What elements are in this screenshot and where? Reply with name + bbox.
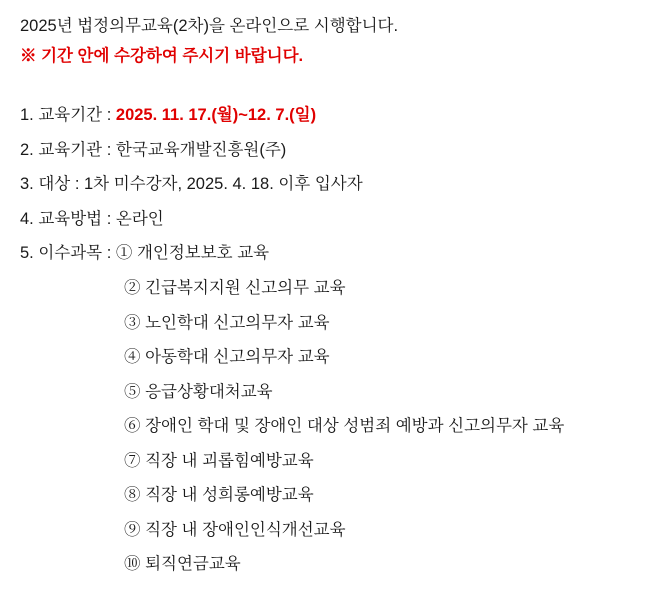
- course-list-item: ④ 아동학대 신고의무자 교육: [124, 348, 330, 367]
- detail-number: 4.: [20, 209, 34, 228]
- intro-text: 2025년 법정의무교육(2차)을 온라인으로 시행합니다.: [20, 17, 399, 35]
- detail-number: 5.: [20, 244, 34, 263]
- detail-number: 3.: [20, 175, 34, 194]
- detail-item-period: [20, 103, 654, 129]
- detail-label: 대상 :: [38, 175, 80, 194]
- detail-item-method: [20, 207, 654, 233]
- detail-value: 한국교육개발진흥원(주): [115, 140, 287, 159]
- detail-label: 교육방법 :: [38, 209, 112, 228]
- detail-item-courses: [20, 241, 654, 267]
- course-list-item: ⑩ 퇴직연금교육: [124, 555, 241, 574]
- detail-value: 온라인: [115, 209, 164, 228]
- course-list: [20, 276, 654, 578]
- course-list-item: ⑤ 응급상황대처교육: [124, 382, 273, 401]
- detail-item-institution: [20, 138, 654, 164]
- course-list-item: ⑦ 직장 내 괴롭힘예방교육: [124, 451, 314, 470]
- course-list-item: ② 긴급복지지원 신고의무 교육: [124, 278, 346, 297]
- detail-label: 교육기관 :: [38, 140, 112, 159]
- detail-label: 이수과목 :: [38, 244, 112, 263]
- detail-number: 2.: [20, 140, 34, 159]
- course-list-item: ⑧ 직장 내 성희롱예방교육: [124, 486, 314, 505]
- spacer: [20, 69, 654, 103]
- detail-number: 1.: [20, 106, 34, 125]
- course-list-item: ① 개인정보보호 교육: [115, 244, 270, 263]
- detail-value: 1차 미수강자, 2025. 4. 18. 이후 입사자: [84, 175, 363, 194]
- detail-value: 2025. 11. 17.(월)~12. 7.(일): [115, 106, 317, 125]
- course-list-item: ③ 노인학대 신고의무자 교육: [124, 313, 330, 332]
- notice-text: ※ 기간 안에 수강하여 주시기 바랍니다.: [20, 46, 304, 65]
- course-list-item: ⑥ 장애인 학대 및 장애인 대상 성범죄 예방과 신고의무자 교육: [124, 417, 565, 436]
- course-list-item: ⑨ 직장 내 장애인인식개선교육: [124, 520, 346, 539]
- detail-label: 교육기간 :: [38, 106, 112, 125]
- detail-item-target: [20, 172, 654, 198]
